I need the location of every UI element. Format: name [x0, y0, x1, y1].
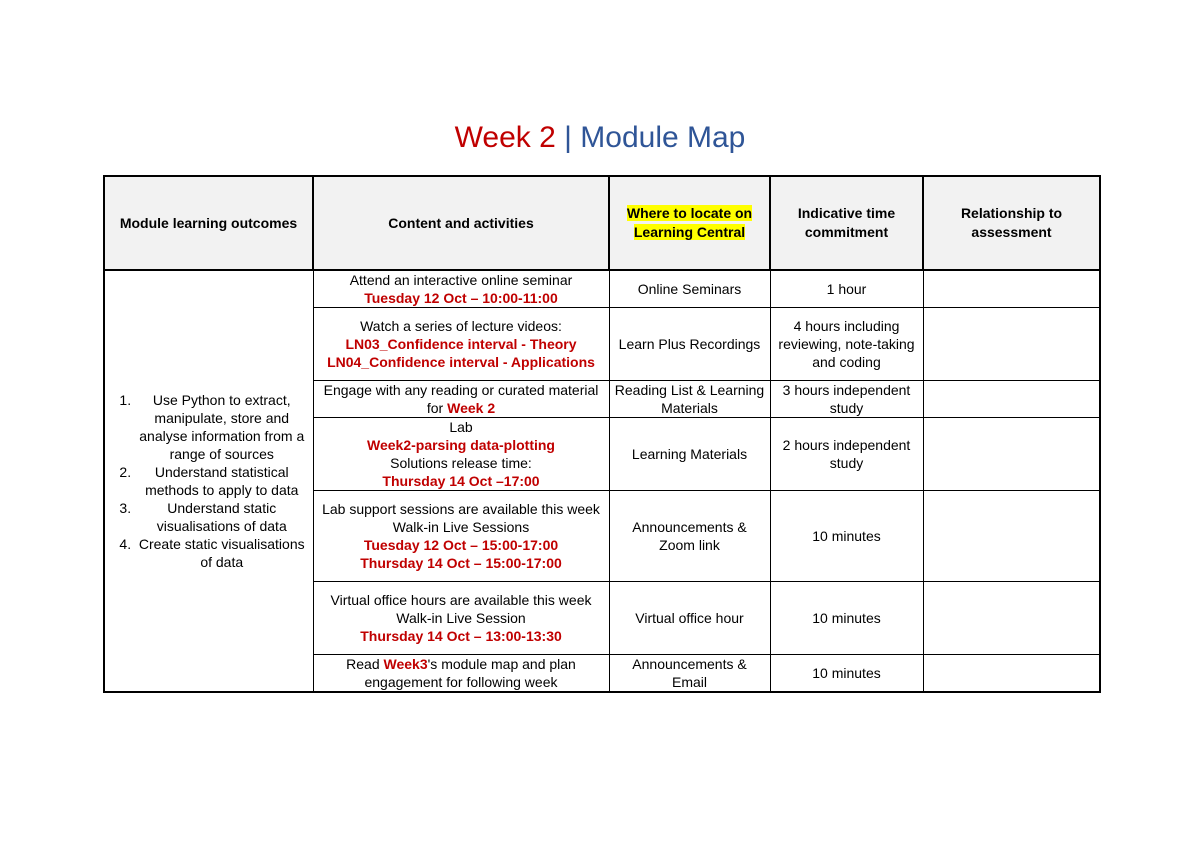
content-cell	[313, 308, 609, 381]
content-highlight: Week2-parsing data-plotting	[367, 437, 555, 453]
list-item: 4. Create static visualisations of data	[135, 535, 309, 571]
content-highlight: Week3	[383, 656, 428, 672]
learning-outcomes-cell	[104, 270, 313, 692]
location-cell: Online Seminars	[609, 270, 770, 308]
table-row	[104, 270, 1100, 308]
list-item: 2. Understand statistical methods to apply to data	[135, 463, 309, 499]
content-text: Watch a series of lecture videos:	[360, 318, 562, 334]
location-cell: Learn Plus Recordings	[609, 308, 770, 381]
content-cell	[313, 491, 609, 582]
header-where	[609, 176, 770, 270]
learning-outcomes-list	[109, 391, 309, 571]
content-text: Walk-in Live Session	[396, 610, 526, 626]
content-highlight: Thursday 14 Oct –17:00	[382, 473, 540, 489]
content-text: Attend an interactive online seminar	[349, 272, 573, 288]
time-cell: 10 minutes	[770, 582, 923, 655]
content-highlight: Thursday 14 Oct – 15:00-17:00	[360, 555, 562, 571]
header-relationship: Relationship to assessment	[923, 176, 1100, 270]
assessment-cell	[923, 418, 1100, 491]
time-cell: 3 hours independent study	[770, 381, 923, 418]
list-item: 3. Understand static visualisations of data	[135, 499, 309, 535]
assessment-cell	[923, 270, 1100, 308]
title-week: Week 2	[454, 121, 556, 154]
title-separator: |	[564, 121, 572, 154]
list-item: 1. Use Python to extract, manipulate, store and analyse information from a range of sources	[135, 391, 309, 463]
assessment-cell	[923, 381, 1100, 418]
assessment-cell	[923, 582, 1100, 655]
header-time: Indicative time commitment	[770, 176, 923, 270]
time-cell: 2 hours independent study	[770, 418, 923, 491]
content-cell	[313, 381, 609, 418]
content-text: Solutions release time:	[390, 455, 532, 471]
content-cell	[313, 418, 609, 491]
time-cell: 4 hours including reviewing, note-taking and coding	[770, 308, 923, 381]
title-module-map: Module Map	[580, 121, 746, 154]
content-highlight: Tuesday 12 Oct – 10:00-11:00	[364, 290, 558, 306]
assessment-cell	[923, 491, 1100, 582]
content-highlight: LN04_Confidence interval - Applications	[327, 354, 595, 370]
content-highlight: LN03_Confidence interval - Theory	[345, 336, 577, 352]
module-map-table	[103, 175, 1101, 693]
time-cell: 1 hour	[770, 270, 923, 308]
time-cell: 10 minutes	[770, 655, 923, 693]
assessment-cell	[923, 655, 1100, 693]
content-text: Virtual office hours are available this week	[330, 592, 592, 608]
location-cell: Reading List & Learning Materials	[609, 381, 770, 418]
content-text: Engage with any reading or curated material for	[323, 382, 599, 416]
content-text: 's module map and plan engagement for following week	[364, 656, 576, 690]
location-cell: Announcements & Email	[609, 655, 770, 693]
content-highlight: Tuesday 12 Oct – 15:00-17:00	[363, 537, 559, 553]
time-cell: 10 minutes	[770, 491, 923, 582]
assessment-cell	[923, 308, 1100, 381]
table-header-row	[104, 176, 1100, 270]
content-text: Lab	[449, 419, 473, 435]
location-cell: Learning Materials	[609, 418, 770, 491]
content-cell	[313, 655, 609, 693]
content-text: Lab support sessions are available this week	[322, 501, 600, 517]
header-where-highlight: Where to locate on Learning Central	[626, 205, 753, 240]
content-cell	[313, 582, 609, 655]
page-title	[0, 118, 1200, 158]
header-outcomes: Module learning outcomes	[104, 176, 313, 270]
location-cell: Virtual office hour	[609, 582, 770, 655]
content-text: Read	[346, 656, 380, 672]
content-highlight: Week 2	[447, 400, 496, 416]
content-cell	[313, 270, 609, 308]
content-text: Walk-in Live Sessions	[392, 519, 530, 535]
content-highlight: Thursday 14 Oct – 13:00-13:30	[360, 628, 562, 644]
header-content: Content and activities	[313, 176, 609, 270]
location-cell: Announcements & Zoom link	[609, 491, 770, 582]
